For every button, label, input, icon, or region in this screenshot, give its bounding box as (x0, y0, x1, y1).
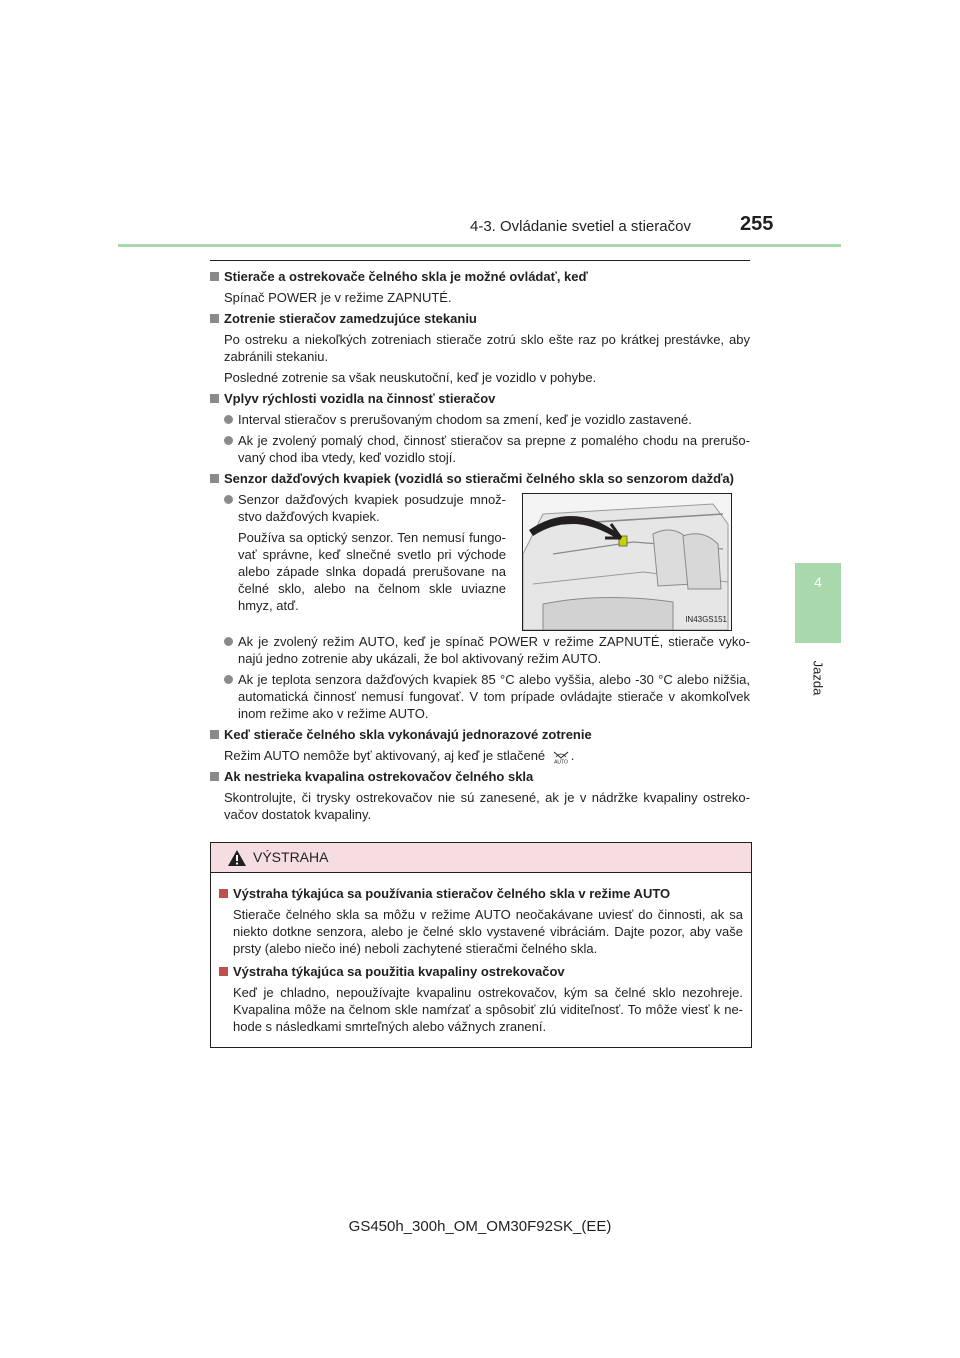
bullet-item: Ak je zvolený režim AUTO, keď je spínač POWER v režime ZAPNUTÉ, stierače vyko-najú jedno zotrenie aby ukázali, že bol aktivovaný režim AUTO. (224, 633, 750, 667)
bullet-icon (224, 436, 233, 445)
section-title: 4-3. Ovládanie svetiel a stieračov (470, 218, 691, 235)
paragraph: Posledné zotrenie sa však neuskutoční, keď je vozidlo v pohybe. (224, 370, 597, 385)
bullet-icon (224, 495, 233, 504)
paragraph: Spínač POWER je v režime ZAPNUTÉ. (224, 290, 452, 305)
warning-header (211, 843, 751, 873)
bullet-item: Ak je teplota senzora dažďových kvapiek 85 °C alebo vyššia, alebo -30 °C alebo nižšia, automatická činnosť nemusí fungovať. V tom prípade ovládajte stierače v akomkoľvek inom režime ako v režime AUTO. (224, 671, 750, 722)
warning-box (210, 842, 752, 1048)
warning-title: VÝSTRAHA (253, 849, 329, 865)
content-top-rule (210, 260, 750, 261)
document-code: GS450h_300h_OM_OM30F92SK_(EE) (348, 1218, 612, 1235)
figure-code: IN43GS151 (685, 615, 727, 624)
bullet-icon (224, 675, 233, 684)
windshield-illustration (523, 494, 731, 630)
bullet-item: Interval stieračov s prerušovaným chodom sa zmení, keď je vozidlo zastavené. (224, 411, 750, 428)
heading-drip-prevention: Zotrenie stieračov zamedzujúce stekaniu (210, 310, 750, 327)
warning-heading: Výstraha týkajúca sa používania stieračov čelného skla v režime AUTO (219, 885, 743, 902)
page-number: 255 (740, 213, 774, 235)
heading-vehicle-speed: Vplyv rýchlosti vozidla na činnosť stieračov (210, 390, 750, 407)
svg-text:AUTO: AUTO (553, 759, 568, 764)
chapter-label: Jazda (810, 660, 826, 696)
warning-icon (227, 849, 247, 867)
bullet-icon (224, 637, 233, 646)
rain-sensor-block (210, 491, 750, 629)
heading-washer-fluid: Ak nestrieka kvapalina ostrekovačov čelného skla (210, 768, 750, 785)
content-body (210, 268, 750, 827)
paragraph: Režim AUTO nemôže byť aktivovaný, aj keď je stlačené AUTO . (224, 748, 575, 764)
bullet-icon (224, 415, 233, 424)
paragraph: Po ostreku a niekoľkých zotreniach stierače zotrú sklo ešte raz po krátkej prestávke, aby zabránili stekaniu. (224, 332, 750, 364)
header-divider (118, 244, 841, 247)
warning-text: Stierače čelného skla sa môžu v režime AUTO neočakávane uviesť do činnosti, ak sa niekto dotkne senzora, alebo je čelné sklo vystavené vibráciám. Dajte pozor, aby vaše prsty (alebo niečo iné) neboli zachytené stieračmi čelného skla. (233, 907, 743, 956)
warning-heading: Výstraha týkajúca sa použitia kvapaliny ostrekovačov (219, 963, 743, 980)
bullet-item: Senzor dažďových kvapiek posudzuje množ-stvo dažďových kvapiek. (224, 491, 506, 525)
warning-text: Keď je chladno, nepoužívajte kvapalinu ostrekovačov, kým sa čelné sklo nezohreje. Kvapalina môže na čelnom skle namŕzať a spôsobiť zlú viditeľnosť. To môže viesť k ne-hode s následkami smrteľných alebo vážnych zranení. (233, 985, 743, 1034)
heading-wipers-operable: Stierače a ostrekovače čelného skla je možné ovládať, keď (210, 268, 750, 285)
wiper-auto-icon (551, 750, 571, 764)
rain-sensor-figure (522, 493, 732, 631)
heading-single-wipe: Keď stierače čelného skla vykonávajú jednorazové zotrenie (210, 726, 750, 743)
chapter-number: 4 (814, 574, 822, 590)
bullet-item: Ak je zvolený pomalý chod, činnosť stieračov sa prepne z pomalého chodu na prerušo-vaný chod iba vtedy, keď vozidlo stojí. (224, 432, 750, 466)
paragraph: Skontrolujte, či trysky ostrekovačov nie sú zanesené, ak je v nádržke kvapaliny ostreko-vačov dostatok kvapaliny. (224, 790, 750, 822)
heading-rain-sensor: Senzor dažďových kvapiek (vozidlá so stieračmi čelného skla so senzorom dažďa) (210, 470, 750, 487)
paragraph: Používa sa optický senzor. Ten nemusí fungo-vať správne, keď slnečné svetlo pri východe alebo západe slnka dopadá prerušovane na čelné sklo, alebo na čelnom skle uviazne hmyz, atď. (238, 530, 506, 613)
